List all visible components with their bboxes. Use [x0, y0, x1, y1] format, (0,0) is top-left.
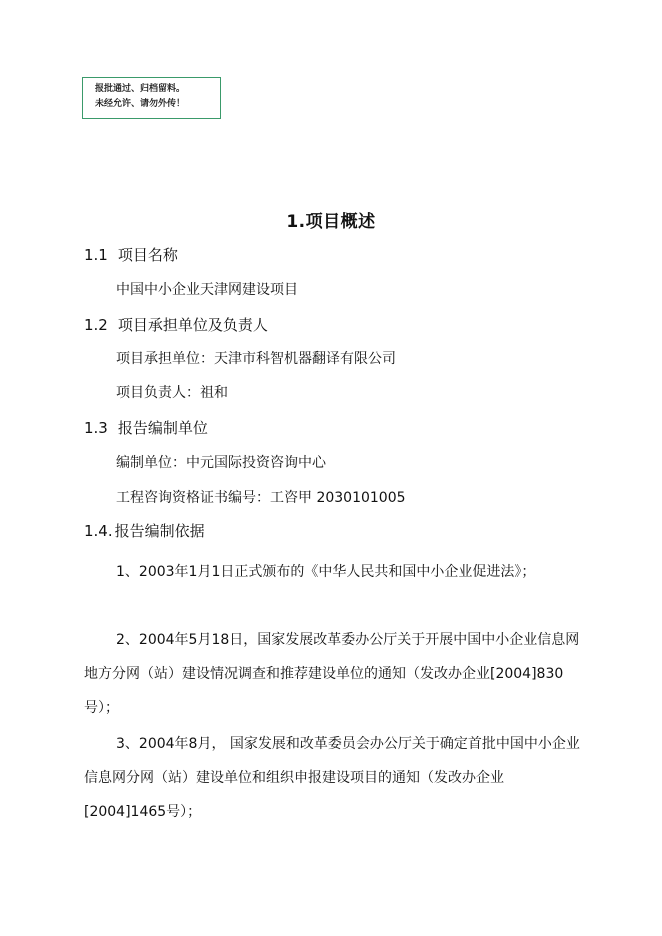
section-title: 报告编制依据: [114, 522, 205, 540]
section-title: 报告编制单位: [117, 419, 208, 437]
section-heading-1-2: [84, 314, 268, 335]
document-title: 1.项目概述: [286, 212, 376, 232]
section-title: 项目承担单位及负责人: [117, 316, 268, 334]
project-undertaker: 项目承担单位：天津市科智机器翻译有限公司: [116, 351, 396, 367]
section-number: 1.1: [84, 246, 108, 264]
section-heading-1-3: [84, 417, 208, 438]
section-title: 项目名称: [117, 246, 178, 264]
compiling-unit: 编制单位：中元国际投资咨询中心: [116, 455, 326, 471]
project-name: 中国中小企业天津网建设项目: [116, 282, 298, 298]
basis-paragraph-2: 2、2004年5月18日，国家发展改革委办公厅关于开展中国中小企业信息网地方分网（站）建设情况调查和推荐建设单位的通知（发改办企业[2004]830号）；: [84, 632, 580, 716]
basis-paragraph-1: 1、2003年1月1日正式颁布的《中华人民共和国中小企业促进法》；: [116, 564, 536, 580]
section-heading-1-4: [84, 520, 205, 541]
basis-paragraph-3: 3、2004年8月， 国家发展和改革委员会办公厅关于确定首批中国中小企业信息网分网（站）建设单位和组织申报建设项目的通知（发改办企业[2004]1465号）；: [84, 736, 580, 820]
section-heading-1-1: [84, 244, 178, 265]
section-number: 1.2: [84, 316, 108, 334]
section-number: 1.4.: [84, 522, 113, 540]
approval-stamp: [82, 77, 221, 119]
project-leader: 项目负责人：祖和: [116, 385, 228, 401]
stamp-line-1: 报批通过、归档留料。: [95, 84, 186, 94]
certificate-number: 工程咨询资格证书编号：工咨甲 2030101005: [116, 490, 406, 506]
stamp-line-2: 未经允许、请勿外传！: [95, 99, 186, 109]
section-number: 1.3: [84, 419, 108, 437]
